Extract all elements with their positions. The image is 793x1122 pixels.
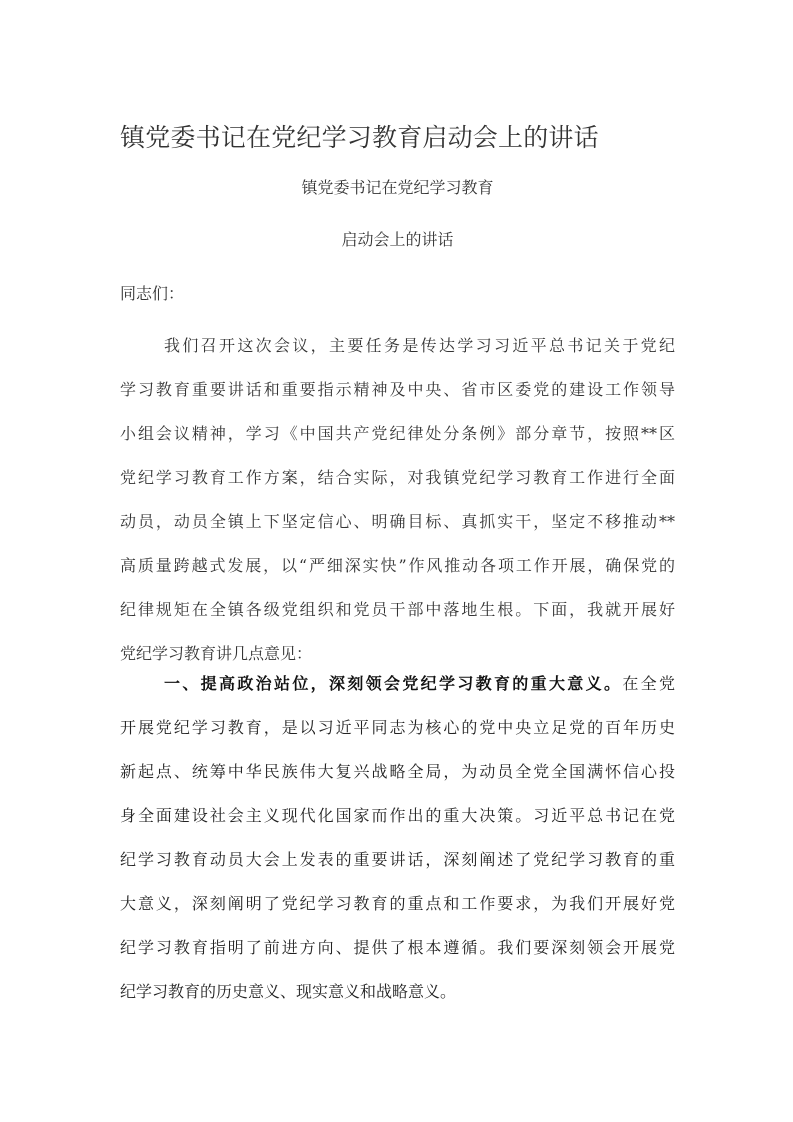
paragraph-line: 党纪学习教育讲几点意见：: [120, 644, 313, 663]
paragraph-line: 动员，动员全镇上下坚定信心、明确目标、真抓实干，坚定不移推动**: [120, 512, 675, 531]
salutation: 同志们：: [120, 284, 185, 303]
subtitle-line-2: 启动会上的讲话: [341, 230, 454, 249]
paragraph-line: 我们召开这次会议，主要任务是传达学习习近平总书记关于党纪: [164, 336, 675, 355]
subtitle-line-1: 镇党委书记在党纪学习教育: [301, 178, 494, 197]
section-heading: 一、提高政治站位，深刻领会党纪学习教育的重大意义。: [164, 674, 623, 693]
paragraph-line: 党纪学习教育工作方案，结合实际，对我镇党纪学习教育工作进行全面: [120, 468, 675, 487]
section-heading-continuation: 在全党: [622, 674, 675, 693]
paragraph-line: 纪律规矩在全镇各级党组织和党员干部中落地生根。下面，我就开展好: [120, 600, 675, 619]
paragraph-line: 纪学习教育指明了前进方向、提供了根本遵循。我们要深刻领会开展党: [120, 938, 675, 957]
paragraph-section-one: [120, 662, 675, 1014]
paragraph-line: 高质量跨越式发展，以“严细深实快”作风推动各项工作开展，确保党的: [120, 556, 675, 575]
paragraph-line: 身全面建设社会主义现代化国家而作出的重大决策。习近平总书记在党: [120, 806, 675, 825]
paragraph-line: 小组会议精神，学习《中国共产党纪律处分条例》部分章节，按照**区: [120, 424, 675, 443]
paragraph-line: 大意义，深刻阐明了党纪学习教育的重点和工作要求，为我们开展好党: [120, 894, 675, 913]
paragraph-line: 新起点、统筹中华民族伟大复兴战略全局，为动员全党全国满怀信心投: [120, 762, 675, 781]
paragraph-line: 纪学习教育动员大会上发表的重要讲话，深刻阐述了党纪学习教育的重: [120, 850, 675, 869]
paragraph-line: 纪学习教育的历史意义、现实意义和战略意义。: [120, 982, 457, 1001]
paragraph-line: 开展党纪学习教育，是以习近平同志为核心的党中央立足党的百年历史: [120, 718, 675, 737]
paragraph-intro: [120, 324, 675, 676]
document-title: 镇党委书记在党纪学习教育启动会上的讲话: [120, 123, 599, 152]
paragraph-line: 学习教育重要讲话和重要指示精神及中央、省市区委党的建设工作领导: [120, 380, 675, 399]
paragraph-first-line: [120, 662, 675, 706]
